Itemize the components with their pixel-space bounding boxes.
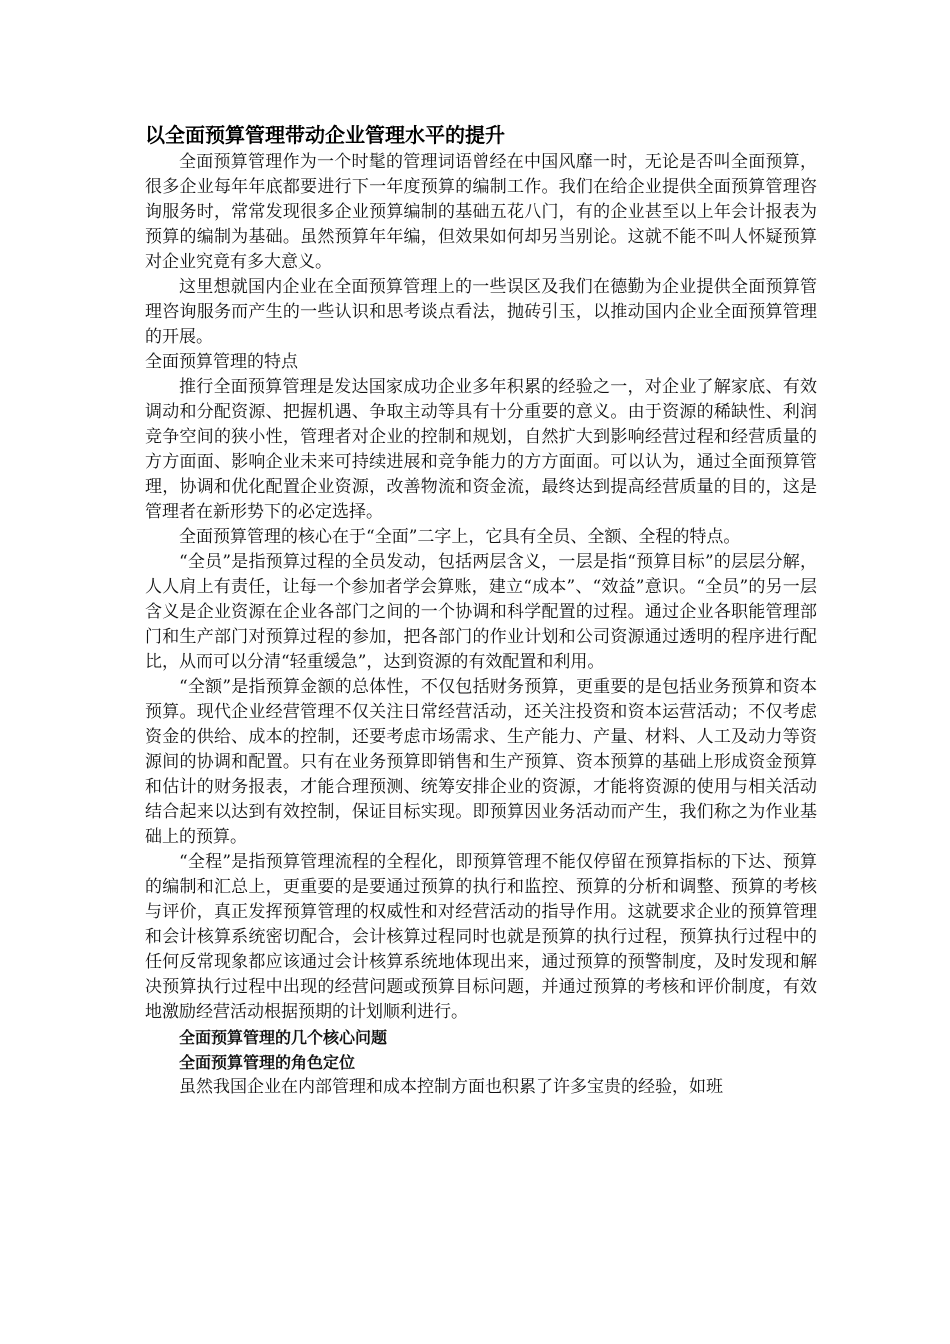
body-paragraph: “全额”是指预算金额的总体性，不仅包括财务预算，更重要的是包括业务预算和资本预算。现代企业经营管理不仅关注日常经营活动，还关注投资和资本运营活动；不仅考虑资金的供给、成本的控制，还要考虑市场需求、生产能力、产量、材料、人工及动力等资源间的协调和配置。只有在业务预算即销售和生产预算、资本预算的基础上形成资金预算和估计的财务报表，才能合理预测、统筹安排企业的资源，才能将资源的使用与相关活动结合起来以达到有效控制，保证目标实现。即预算因业务活动而产生，我们称之为作业基础上的预算。 bbox=[145, 677, 817, 847]
section-heading-features: 全面预算管理的特点 bbox=[145, 352, 298, 372]
body-paragraph: “全员”是指预算过程的全员发动，包括两层含义，一层是指“预算目标”的层层分解，人人肩上有责任，让每一个参加者学会算账，建立“成本”、“效益”意识。“全员”的另一层含义是企业资源在企业各部门之间的一个协调和科学配置的过程。通过企业各职能管理部门和生产部门对预算过程的参加，把各部门的作业计划和公司资源通过透明的程序进行配比，从而可以分清“轻重缓急”，达到资源的有效配置和利用。 bbox=[145, 552, 817, 672]
body-paragraph: “全程”是指预算管理流程的全程化，即预算管理不能仅停留在预算指标的下达、预算的编制和汇总上，更重要的是要通过预算的执行和监控、预算的分析和调整、预算的考核与评价，真正发挥预算管理的权威性和对经营活动的指导作用。这就要求企业的预算管理和会计核算系统密切配合，会计核算过程同时也就是预算的执行过程，预算执行过程中的任何反常现象都应该通过会计核算系统地体现出来，通过预算的预警制度，及时发现和解决预算执行过程中出现的经营问题或预算目标问题，并通过预算的考核和评价制度，有效地激励经营活动根据预期的计划顺利进行。 bbox=[145, 852, 817, 1022]
document-page bbox=[145, 120, 817, 1100]
body-paragraph: 这里想就国内企业在全面预算管理上的一些误区及我们在德勤为企业提供全面预算管理咨询服务而产生的一些认识和思考谈点看法，抛砖引玉，以推动国内企业全面预算管理的开展。 bbox=[145, 277, 817, 347]
body-paragraph: 全面预算管理的核心在于“全面”二字上，它具有全员、全额、全程的特点。 bbox=[179, 527, 741, 547]
section-heading-core-issues: 全面预算管理的几个核心问题 bbox=[179, 1028, 388, 1047]
body-paragraph: 全面预算管理作为一个时髦的管理词语曾经在中国风靡一时，无论是否叫全面预算，很多企业每年年底都要进行下一年度预算的编制工作。我们在给企业提供全面预算管理咨询服务时，常常发现很多企业预算编制的基础五花八门，有的企业甚至以上年会计报表为预算的编制为基础。虽然预算年年编，但效果如何却另当别论。这就不能不叫人怀疑预算对企业究竟有多大意义。 bbox=[145, 152, 817, 272]
body-paragraph: 虽然我国企业在内部管理和成本控制方面也积累了许多宝贵的经验，如班 bbox=[179, 1077, 723, 1097]
document-title: 以全面预算管理带动企业管理水平的提升 bbox=[145, 123, 505, 147]
body-paragraph: 推行全面预算管理是发达国家成功企业多年积累的经验之一，对企业了解家底、有效调动和分配资源、把握机遇、争取主动等具有十分重要的意义。由于资源的稀缺性、利润竞争空间的狭小性，管理者对企业的控制和规划，自然扩大到影响经营过程和经营质量的方方面面、影响企业未来可持续进展和竞争能力的方方面面。可以认为，通过全面预算管理，协调和优化配置企业资源，改善物流和资金流，最终达到提高经营质量的目的，这是管理者在新形势下的必定选择。 bbox=[145, 377, 817, 522]
subsection-heading-role: 全面预算管理的角色定位 bbox=[179, 1053, 356, 1072]
